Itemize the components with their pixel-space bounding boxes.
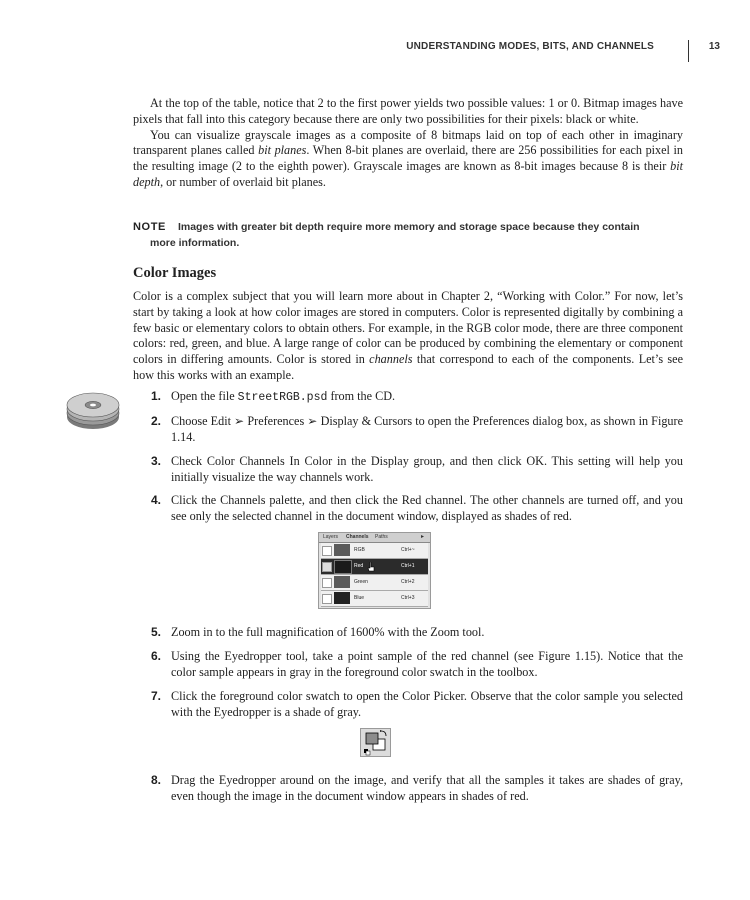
step-text: Zoom in to the full magnification of 1600% with the Zoom tool. — [171, 625, 485, 639]
palette-menu-icon[interactable]: ▸ — [421, 534, 425, 540]
running-header — [406, 40, 720, 62]
channel-shortcut: Ctrl+2 — [401, 579, 415, 585]
channel-shortcut: Ctrl+1 — [401, 563, 415, 569]
channels-palette-figure — [318, 532, 431, 609]
hand-cursor-icon — [367, 562, 375, 572]
page-number: 13 — [708, 41, 720, 52]
term-channels: channels — [369, 352, 413, 367]
step-number: 7. — [151, 689, 162, 703]
paragraph-color — [133, 289, 683, 384]
step-text: Choose Edit ➢ Preferences ➢ Display & Cursors to open the Preferences dialog box, as shown in Figure 1.14. — [171, 414, 683, 444]
channel-row-green[interactable] — [321, 575, 428, 591]
step-number: 5. — [151, 625, 162, 639]
file-name: StreetRGB.psd — [237, 391, 328, 404]
tab-paths[interactable]: Paths — [375, 534, 388, 540]
step-text: Using the Eyedropper tool, take a point sample of the red channel (see Figure 1.15). Notice that the color sample appears in gray in the foreground color swatch in the toolbox. — [171, 649, 683, 679]
step-6 — [133, 649, 683, 681]
header-divider — [688, 40, 689, 62]
channel-thumbnail — [334, 560, 352, 574]
palette-tabs — [319, 533, 430, 543]
paragraph-text: . When 8-bit planes are overlaid, there are 256 possibilities for each pixel in the resulting image (2 to the eighth power). Grayscale images are known as 8-bit images because 8 is their — [133, 143, 683, 174]
foreground-background-swatch-icon — [361, 729, 390, 756]
note-label: NOTE — [133, 221, 166, 233]
channel-row-blue[interactable] — [321, 591, 428, 607]
step-text-part: from the CD. — [327, 389, 396, 403]
section-heading: Color Images — [133, 265, 217, 281]
step-text: Click the Channels palette, and then click the Red channel. The other channels are turned off, and you see only the selected channel in the document window, displayed as shades of red. — [171, 493, 683, 523]
note-line-1 — [133, 219, 683, 235]
visibility-toggle[interactable] — [322, 578, 332, 588]
step-4 — [133, 493, 683, 525]
paragraph-text: You can visualize grayscale images as a composite of 8 bitmaps laid on top of each other in imaginary transparent planes called — [133, 127, 683, 158]
channel-name: Red — [354, 563, 364, 569]
step-text-part: Open the file — [171, 389, 238, 403]
intro-paragraphs — [133, 96, 683, 191]
channel-thumbnail — [334, 544, 350, 556]
channel-thumbnail — [334, 592, 350, 604]
channel-name: Green — [354, 579, 368, 585]
header-title: UNDERSTANDING MODES, BITS, AND CHANNELS — [406, 41, 654, 52]
step-number: 2. — [151, 414, 162, 428]
paragraph-text: Color is a complex subject that you will learn more about in Chapter 2, “Working with Color.” For now, let’s start by taking a look at how color images are stored in computers. Color is represented digitally by combining a few basic or elementary colors to obtain others. For example, in the RGB color mode, there are three component colors: red, green, and blue. A large range of color can be produced by combining the elementary or component colors in differing amounts. Color is stored in — [133, 289, 683, 367]
color-swatch-figure — [360, 728, 391, 757]
step-number: 6. — [151, 649, 162, 663]
note-line-2: more information. — [150, 237, 240, 249]
channel-name: Blue — [354, 595, 365, 601]
step-text: Check Color Channels In Color in the Display group, and then click OK. This setting will help you initially visualize the way channels work. — [171, 454, 683, 484]
channel-thumbnail — [334, 576, 350, 588]
visibility-toggle[interactable] — [322, 594, 332, 604]
step-text: Drag the Eyedropper around on the image, and verify that all the samples it takes are shades of gray, even though the image in the document window appears in shades of red. — [171, 773, 683, 803]
tab-layers[interactable]: Layers — [323, 534, 339, 540]
term-bit-depth: bit depth — [133, 159, 683, 189]
step-8 — [133, 773, 683, 805]
step-text — [171, 389, 683, 406]
channel-row-red[interactable] — [321, 559, 428, 575]
cd-icon — [64, 384, 124, 434]
note-text: Images with greater bit depth require more memory and storage space because they contain — [177, 221, 640, 233]
step-number: 8. — [151, 773, 162, 787]
paragraph-text: , or number of overlaid bit planes. — [160, 174, 326, 189]
step-number: 3. — [151, 454, 162, 468]
channel-row-rgb[interactable] — [321, 543, 428, 559]
step-7 — [133, 689, 683, 721]
term-bit-planes: bit planes — [258, 143, 307, 158]
channel-name: RGB — [354, 547, 365, 553]
eye-icon[interactable] — [322, 562, 332, 572]
step-number: 4. — [151, 493, 162, 507]
note-box — [133, 219, 683, 251]
step-5 — [133, 625, 683, 641]
step-3 — [133, 454, 683, 486]
visibility-toggle[interactable] — [322, 546, 332, 556]
step-2 — [133, 414, 683, 446]
channel-shortcut: Ctrl+~ — [401, 547, 415, 553]
paragraph-text: that correspond to each of the components. Let’s see how this works with an example. — [133, 352, 683, 382]
paragraph-bitmap: At the top of the table, notice that 2 to the first power yields two possible values: 1 or 0. Bitmap images have pixels that fall into this category because there are only two possibilities for their pixels: black or white. — [133, 96, 683, 126]
step-1 — [133, 389, 683, 406]
tab-channels[interactable]: Channels — [346, 534, 369, 540]
step-number: 1. — [151, 389, 162, 403]
step-text: Click the foreground color swatch to open the Color Picker. Observe that the color sample you selected with the Eyedropper is a shade of gray. — [171, 689, 683, 719]
channel-shortcut: Ctrl+3 — [401, 595, 415, 601]
paragraph-grayscale — [133, 128, 683, 191]
color-paragraph — [133, 289, 683, 384]
